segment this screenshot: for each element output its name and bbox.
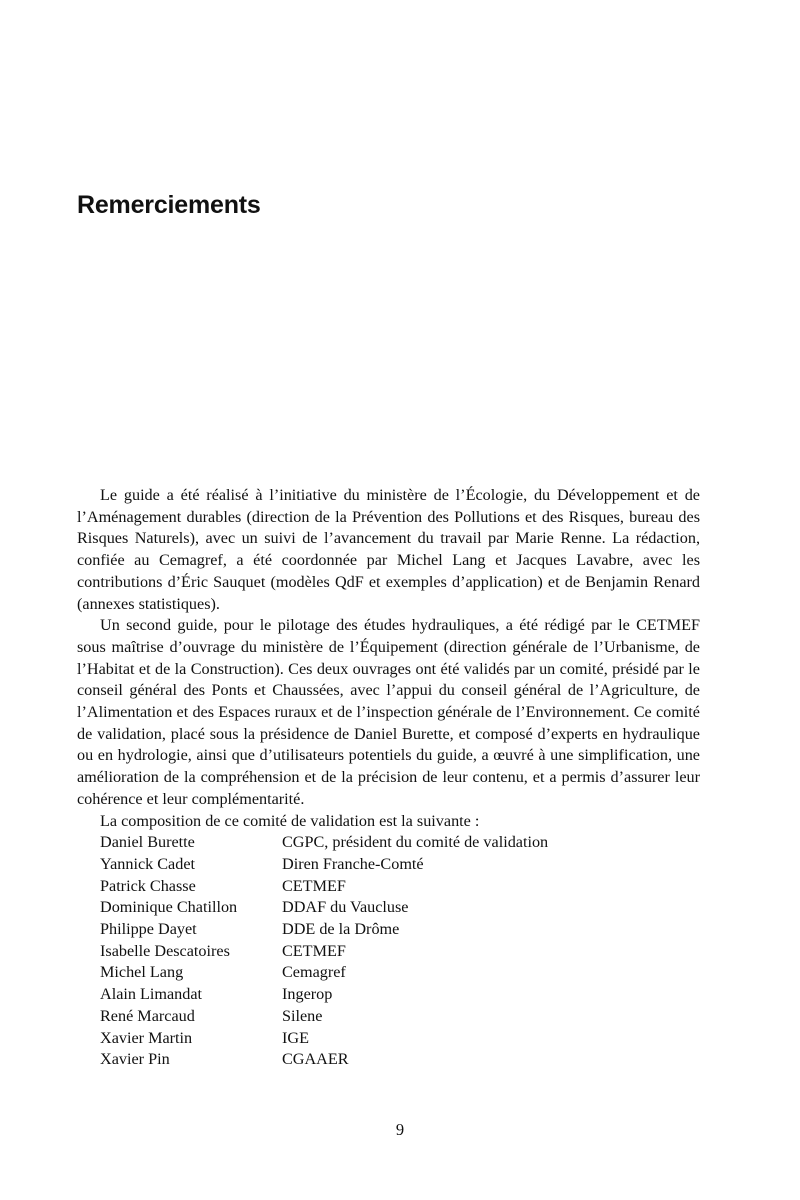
member-row xyxy=(100,897,548,919)
member-organization: Silene xyxy=(282,1006,323,1025)
page-title: Remerciements xyxy=(77,191,261,219)
member-row xyxy=(100,854,548,876)
member-row xyxy=(100,832,548,854)
body-text xyxy=(77,485,700,1071)
member-name: Xavier Martin xyxy=(100,1028,193,1047)
member-name: Isabelle Descatoires xyxy=(100,941,230,960)
member-organization: Diren Franche-Comté xyxy=(282,854,424,873)
member-name: Dominique Chatillon xyxy=(100,898,238,917)
member-row xyxy=(100,919,548,941)
member-name: Patrick Chasse xyxy=(100,876,196,895)
member-name: Alain Limandat xyxy=(100,985,203,1004)
paragraph-second-guide: Un second guide, pour le pilotage des études hydrauliques, a été rédigé par le CETMEF sous maîtrise d’ouvrage du ministère de l’Équipement (direction générale de l’Urbanisme, de l’Habitat et de la Construction). Ces deux ouvrages ont été validés par un comité, présidé par le conseil général des Ponts et Chaussées, avec l’appui du conseil général de l’Agriculture, de l’Alimentation et des Espaces ruraux et de l’inspection générale de l’Environnement. Ce comité de validation, placé sous la présidence de Daniel Burette, et composé d’experts en hydraulique ou en hydrologie, ainsi que d’utilisateurs potentiels du guide, a œuvré à une simplification, une amélioration de la compréhension et de la précision de leur contenu, et a permis d’assurer leur cohérence et leur complémentarité. xyxy=(77,616,700,808)
paragraph-intro: Le guide a été réalisé à l’initiative du ministère de l’Écologie, du Développement et de l’Aménagement durables (direction de la Prévention des Pollutions et des Risques, bureau des Risques Naturels), avec un suivi de l’avancement du travail par Marie Renne. La rédaction, confiée au Cemagref, a été coordonnée par Michel Lang et Jacques Lavabre, avec les contributions d’Éric Sauquet (modèles QdF et exemples d’application) et de Benjamin Renard (annexes statistiques). xyxy=(77,486,700,613)
member-name: Michel Lang xyxy=(100,963,184,982)
member-organization: DDAF du Vaucluse xyxy=(282,898,409,917)
member-organization: CGPC, président du comité de validation xyxy=(282,833,549,852)
committee-members-table xyxy=(100,832,548,1071)
member-organization: CETMEF xyxy=(282,941,346,960)
member-organization: CGAAER xyxy=(282,1050,349,1069)
member-row xyxy=(100,962,548,984)
member-organization: Cemagref xyxy=(282,963,346,982)
member-name: Daniel Burette xyxy=(100,833,195,852)
member-row xyxy=(100,941,548,963)
member-row xyxy=(100,1006,548,1028)
member-name: Philippe Dayet xyxy=(100,920,197,939)
member-organization: DDE de la Drôme xyxy=(282,920,400,939)
member-name: René Marcaud xyxy=(100,1006,195,1025)
member-row xyxy=(100,1028,548,1050)
member-name: Xavier Pin xyxy=(100,1050,170,1069)
page-number: 9 xyxy=(395,1120,405,1139)
member-name: Yannick Cadet xyxy=(100,854,196,873)
member-organization: IGE xyxy=(282,1028,309,1047)
paragraph-committee-lead: La composition de ce comité de validation est la suivante : xyxy=(100,811,480,830)
member-row xyxy=(100,1049,548,1071)
member-organization: Ingerop xyxy=(282,985,333,1004)
member-row xyxy=(100,876,548,898)
member-row xyxy=(100,984,548,1006)
member-organization: CETMEF xyxy=(282,876,346,895)
